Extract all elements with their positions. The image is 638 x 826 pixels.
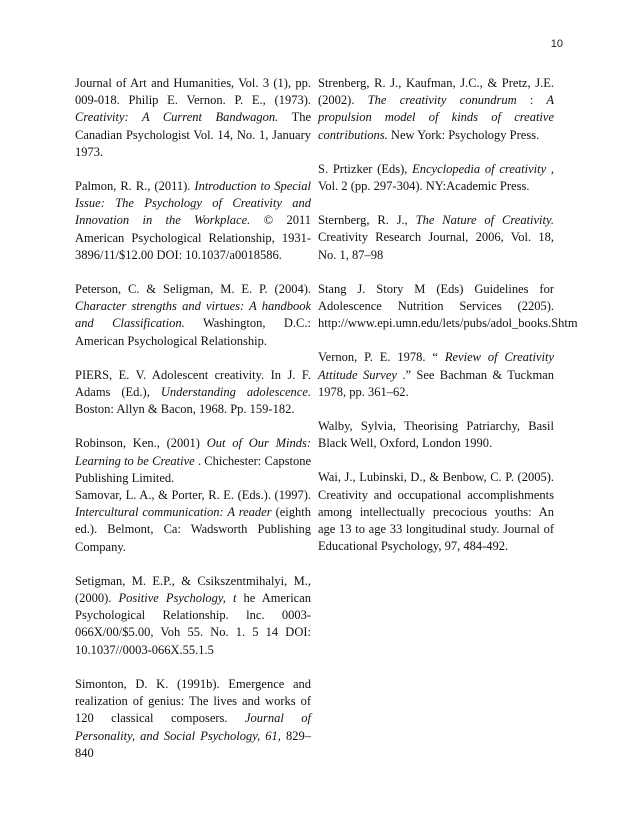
reference-text: PIERS, E. V. Adolescent creativity. In J. F. Adams (Ed.), xyxy=(75,367,311,400)
reference-entry xyxy=(75,487,311,556)
reference-entry xyxy=(75,75,311,161)
reference-text: Journal of Art and Humanities, Vol. 3 (1), pp. 009-018. Philip E. Vernon. P. E., (1973). xyxy=(75,76,311,108)
reference-title-text: Character strengths and virtues: A handbook and Classification. xyxy=(75,299,311,331)
reference-title-text: The creativity conundrum xyxy=(367,93,517,108)
references-left-column xyxy=(75,75,311,779)
reference-text: Vernon, P. E. 1978. “ xyxy=(318,350,438,365)
reference-title-text: A propulsion model of kinds of creative contributions. xyxy=(318,93,554,142)
reference-text: , Vol. 2 (pp. 297-304). NY:Academic Press. xyxy=(318,161,555,194)
reference-title-text: Out of Our Minds: Learning to be Creative xyxy=(75,436,312,468)
reference-text: Robinson, Ken., (2001) xyxy=(75,436,200,451)
reference-entry xyxy=(318,281,578,333)
reference-entry xyxy=(318,75,554,144)
reference-entry xyxy=(75,281,311,350)
reference-text: (eighth ed.). Belmont, Ca: Wadsworth Publishing Company. xyxy=(75,505,311,554)
reference-text: S. Prtizker (Eds), xyxy=(318,161,408,176)
reference-entry xyxy=(318,418,554,452)
reference-entry xyxy=(75,435,311,487)
reference-entry xyxy=(75,676,311,762)
reference-text: Wai, J., Lubinski, D., & Benbow, C. P. (2005). Creativity and occupational accomplishments among intellectually precocious youths: An age 13 to age 33 longitudinal study. Journal of Educational Psychology, 97, 484-492. xyxy=(318,470,554,554)
reference-text: Samovar, L. A., & Porter, R. E. (Eds.). (1997). xyxy=(75,488,311,503)
reference-entry xyxy=(318,161,554,195)
reference-entry xyxy=(318,469,554,555)
reference-title-text: Positive Psychology, t xyxy=(118,591,237,606)
reference-entry xyxy=(75,367,311,419)
reference-text: . Chichester: Capstone Publishing Limited. xyxy=(75,453,312,485)
reference-text: Sternberg, R. J., xyxy=(318,213,408,228)
reference-text: © 2011 American Psychological Relationship, 1931-3896/11/$12.00 DOI: 10.1037/a0018586. xyxy=(75,213,311,262)
reference-title-text: Understanding adolescence. xyxy=(160,385,312,400)
reference-text: : xyxy=(529,93,534,108)
reference-entry xyxy=(318,212,554,264)
reference-text: The Canadian Psychologist Vol. 14, No. 1, January 1973. xyxy=(75,110,311,159)
reference-text: .” See Bachman & Tuckman 1978, pp. 361–62. xyxy=(318,367,554,399)
reference-text: Washington, D.C.: American Psychological Relationship. xyxy=(75,316,311,348)
reference-text: Creativity Research Journal, 2006, Vol. 18, No. 1, 87–98 xyxy=(318,230,554,262)
reference-title-text: Journal of Personality, and Social Psychology, 61, xyxy=(75,711,312,743)
reference-title-text: Encyclopedia of creativity xyxy=(412,161,547,176)
reference-title-text: Introduction to Special Issue: The Psychology of Creativity and Innovation in the Workplace. xyxy=(75,179,311,228)
reference-title-text: The Nature of Creativity. xyxy=(415,213,554,228)
references-right-column xyxy=(318,75,578,572)
reference-text: Strenberg, R. J., Kaufman, J.C., & Pretz, J.E. (2002). xyxy=(318,76,554,108)
reference-text: 829–840 xyxy=(75,728,311,760)
reference-text: Walby, Sylvia, Theorising Patriarchy, Basil Black Well, Oxford, London 1990. xyxy=(318,419,554,451)
reference-title-text: Creativity: A Current Bandwagon. xyxy=(75,110,279,125)
reference-entry xyxy=(318,349,554,401)
reference-text: New York: Psychology Press. xyxy=(390,127,540,142)
reference-text: Peterson, C. & Seligman, M. E. P. (2004). xyxy=(75,282,311,297)
reference-title-text: Intercultural communication: A reader xyxy=(75,505,272,520)
reference-text: he American Psychological Relationship. lnc. 0003-066X/00/$5.00, Voh 55. No. 1. 5 14 DOI: 10.1037//0003-066X.55.1.5 xyxy=(75,591,312,657)
reference-text: Boston: Allyn & Bacon, 1968. Pp. 159-182. xyxy=(75,402,295,417)
reference-entry xyxy=(75,573,311,659)
page-number: 10 xyxy=(550,38,563,50)
reference-text: Palmon, R. R., (2011). xyxy=(75,179,191,194)
reference-text: Setigman, M. E.P., & Csikszentmihalyi, M., (2000). xyxy=(75,573,311,606)
reference-title-text: Review of Creativity Attitude Survey xyxy=(318,350,554,382)
reference-text: Simonton, D. K. (1991b). Emergence and realization of genius: The lives and works of 120 classical composers. xyxy=(75,676,311,726)
reference-entry xyxy=(75,178,311,264)
reference-text: Stang J. Story M (Eds) Guidelines for Adolescence Nutrition Services (2205). http://www.epi.umn.edu/lets/pubs/adol_books.Shtm xyxy=(318,281,578,331)
